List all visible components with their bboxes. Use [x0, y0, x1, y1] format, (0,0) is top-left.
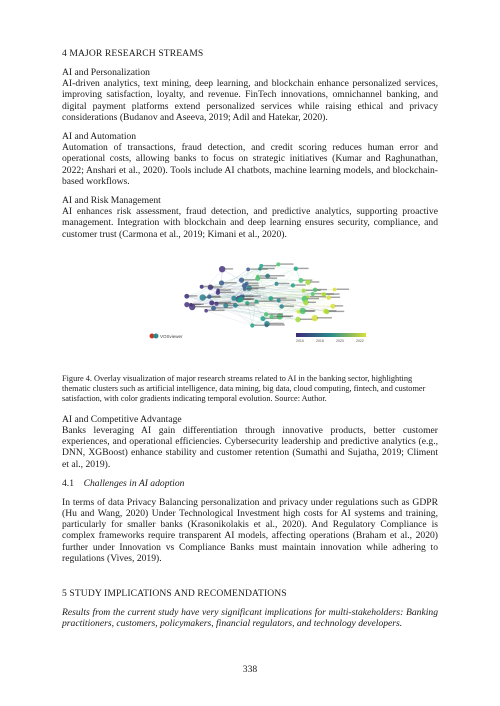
node-label-mark — [216, 307, 233, 308]
network-node — [294, 266, 298, 270]
subsection-title: Challenges in AI adoption — [83, 477, 185, 489]
node-label-mark — [208, 310, 224, 311]
competitive-block — [62, 414, 438, 470]
node-label-mark — [237, 304, 254, 305]
node-label-mark — [310, 281, 319, 282]
section-4-heading: 4 MAJOR RESEARCH STREAMS — [62, 48, 204, 59]
node-label-mark — [337, 288, 349, 289]
network-node — [219, 280, 224, 285]
network-node — [256, 274, 259, 277]
network-node — [279, 304, 284, 309]
risk-title: AI and Risk Management — [62, 195, 161, 207]
node-label-mark — [220, 292, 235, 293]
node-label-mark — [254, 324, 268, 325]
network-node — [268, 296, 273, 301]
network-node — [306, 295, 309, 298]
node-label-mark — [279, 283, 290, 284]
network-node — [276, 262, 280, 266]
subsection-4-1-heading — [62, 478, 438, 489]
network-node — [231, 296, 236, 301]
network-node — [255, 299, 259, 303]
node-label-mark — [305, 310, 316, 311]
color-scale — [296, 333, 366, 343]
network-node — [311, 292, 315, 296]
figure-4 — [62, 248, 438, 368]
network-node — [326, 295, 331, 300]
section-5-body: Results from the current study have very significant implications for multi-stakeholders: Banking practitioners, customers, policymakers, financial regulators, and technology developers. — [62, 607, 438, 630]
node-label-mark — [263, 265, 276, 266]
network-node — [324, 309, 329, 314]
network-node — [260, 316, 265, 321]
node-label-mark — [317, 317, 332, 318]
node-label-mark — [317, 289, 327, 290]
network-node — [211, 305, 216, 310]
network-node — [238, 297, 243, 302]
node-label-mark — [249, 282, 258, 283]
node-label-mark — [280, 263, 293, 264]
network-node — [259, 264, 263, 268]
node-label-mark — [247, 288, 259, 289]
network-node — [246, 267, 250, 271]
vosviewer-logo — [150, 333, 184, 339]
node-label-mark — [329, 311, 344, 312]
logo-text: VOSviewer — [160, 333, 183, 339]
network-node — [243, 287, 247, 291]
network-node — [184, 302, 189, 307]
network-node — [214, 301, 218, 305]
node-label-mark — [295, 284, 306, 285]
node-label-mark — [284, 305, 294, 306]
node-label-mark — [204, 286, 214, 287]
node-label-mark — [212, 286, 222, 287]
node-label-mark — [189, 295, 198, 296]
network-node — [216, 290, 220, 294]
network-node — [269, 315, 273, 319]
page-content — [62, 48, 438, 629]
section-5-heading: 5 STUDY IMPLICATIONS AND RECOMENDATIONS — [62, 588, 287, 600]
personalization-title: AI and Personalization — [62, 67, 150, 78]
network-node — [277, 298, 281, 302]
node-label-mark — [259, 300, 277, 301]
automation-body: Automation of transactions, fraud detection, and credit scoring reduces human error and operational costs, allowing banks to focus on strategic initiatives (Kumar and Raghunathan, 2022; Anshari et al., 2020). Tools include AI chatbots, machine learning models, and blockchain-based workflows. — [62, 142, 438, 187]
network-node — [208, 284, 213, 289]
network-node — [275, 282, 279, 286]
node-label-mark — [269, 323, 284, 324]
network-visualization — [146, 248, 376, 360]
network-node — [305, 279, 310, 284]
personalization-body: AI-driven analytics, text mining, deep learning, and blockchain enhance personalized services, improving satisfaction, loyalty, and revenue. FinTech innovations, omnichannel banking, and digital payment platforms extend personalized services while raising ethical and privacy considerations (Budanov and Aseeva, 2019; Adil and Hatekar, 2020). — [62, 78, 438, 123]
personalization-block — [62, 67, 438, 123]
node-label-mark — [335, 305, 343, 306]
node-label-mark — [194, 306, 211, 307]
network-node — [264, 312, 269, 317]
network-node — [295, 317, 300, 322]
node-label-mark — [243, 298, 253, 299]
network-node — [302, 289, 306, 293]
figure-caption: Figure 4. Overlay visualization of major research streams related to AI in the banking sector, highlighting thematic clusters such as artificial intelligence, data mining, big data, cloud computing, fintech, and customer satisfaction, with color gradients indicating temporal evolution. Source: Author. — [62, 373, 426, 403]
competitive-body: Banks leveraging AI gain differentiation through innovative products, better customer experiences, and operational efficiencies. Cybersecurity leadership and predictive analytics (e.g., DNN, XGBoost) enhance stability and customer retention (Sumathi and Sujatha, 2019; Climent et al., 2019). — [62, 425, 438, 470]
network-node — [333, 287, 337, 291]
risk-block — [62, 195, 438, 240]
challenges-body: In terms of data Privacy Balancing personalization and privacy under regulations such as GDPR (Hu and Wang, 2020) Under Technological Investment high costs for AI systems and training, particularly for smaller banks (Krasonikolakis et al., 2020). And Regulatory Compliance is complex frameworks require transparent AI models, affecting operations (Braham et al., 2020) further under Innovation vs Compliance Banks must maintain innovation while adhering to regulations (Vives, 2019). — [62, 496, 438, 564]
automation-title: AI and Automation — [62, 131, 137, 143]
node-label-mark — [247, 285, 259, 286]
scale-tick-2: 2020 — [336, 338, 344, 343]
page-number: 338 — [242, 664, 258, 675]
node-label-mark — [224, 282, 237, 283]
network-node — [330, 304, 335, 309]
network-node — [239, 277, 244, 282]
node-label-mark — [269, 324, 285, 325]
node-label-mark — [268, 313, 283, 314]
network-node — [207, 294, 211, 298]
network-node — [291, 283, 295, 287]
node-label-mark — [260, 277, 277, 278]
network-node — [245, 281, 249, 285]
risk-body: AI enhances risk assessment, fraud detection, and predictive analytics, supporting proactive management. Integration with blockchain and deep learning ensures security, compliance, and customer trust (Carmona et al., 2019; Kimani et al., 2020). — [62, 206, 438, 240]
subsection-number: 4.1 — [62, 477, 74, 489]
node-label-mark — [211, 295, 220, 296]
node-label-mark — [250, 268, 268, 269]
node-label-mark — [243, 295, 253, 296]
network-node — [184, 294, 189, 299]
node-label-mark — [260, 275, 270, 276]
network-node — [303, 300, 309, 306]
node-label-mark — [244, 279, 258, 280]
node-label-mark — [270, 275, 285, 276]
network-node — [322, 292, 326, 296]
network-node — [233, 303, 238, 308]
automation-block — [62, 131, 438, 187]
scale-tick-0: 2016 — [296, 338, 304, 343]
scale-tick-3: 2022 — [356, 338, 364, 343]
node-label-mark — [224, 268, 233, 269]
network-node — [200, 285, 204, 289]
network-node — [299, 278, 304, 283]
network-node — [209, 300, 214, 305]
node-label-mark — [326, 293, 339, 294]
scale-tick-1: 2018 — [316, 338, 324, 343]
node-label-mark — [298, 268, 309, 269]
network-node — [204, 309, 208, 313]
network-node — [250, 323, 254, 327]
network-node — [313, 287, 317, 291]
node-label-mark — [281, 299, 296, 300]
node-label-mark — [308, 301, 316, 302]
node-label-mark — [274, 316, 291, 317]
node-label-mark — [331, 296, 340, 297]
competitive-title: AI and Competitive Advantage — [62, 413, 182, 425]
node-label-mark — [220, 289, 231, 290]
